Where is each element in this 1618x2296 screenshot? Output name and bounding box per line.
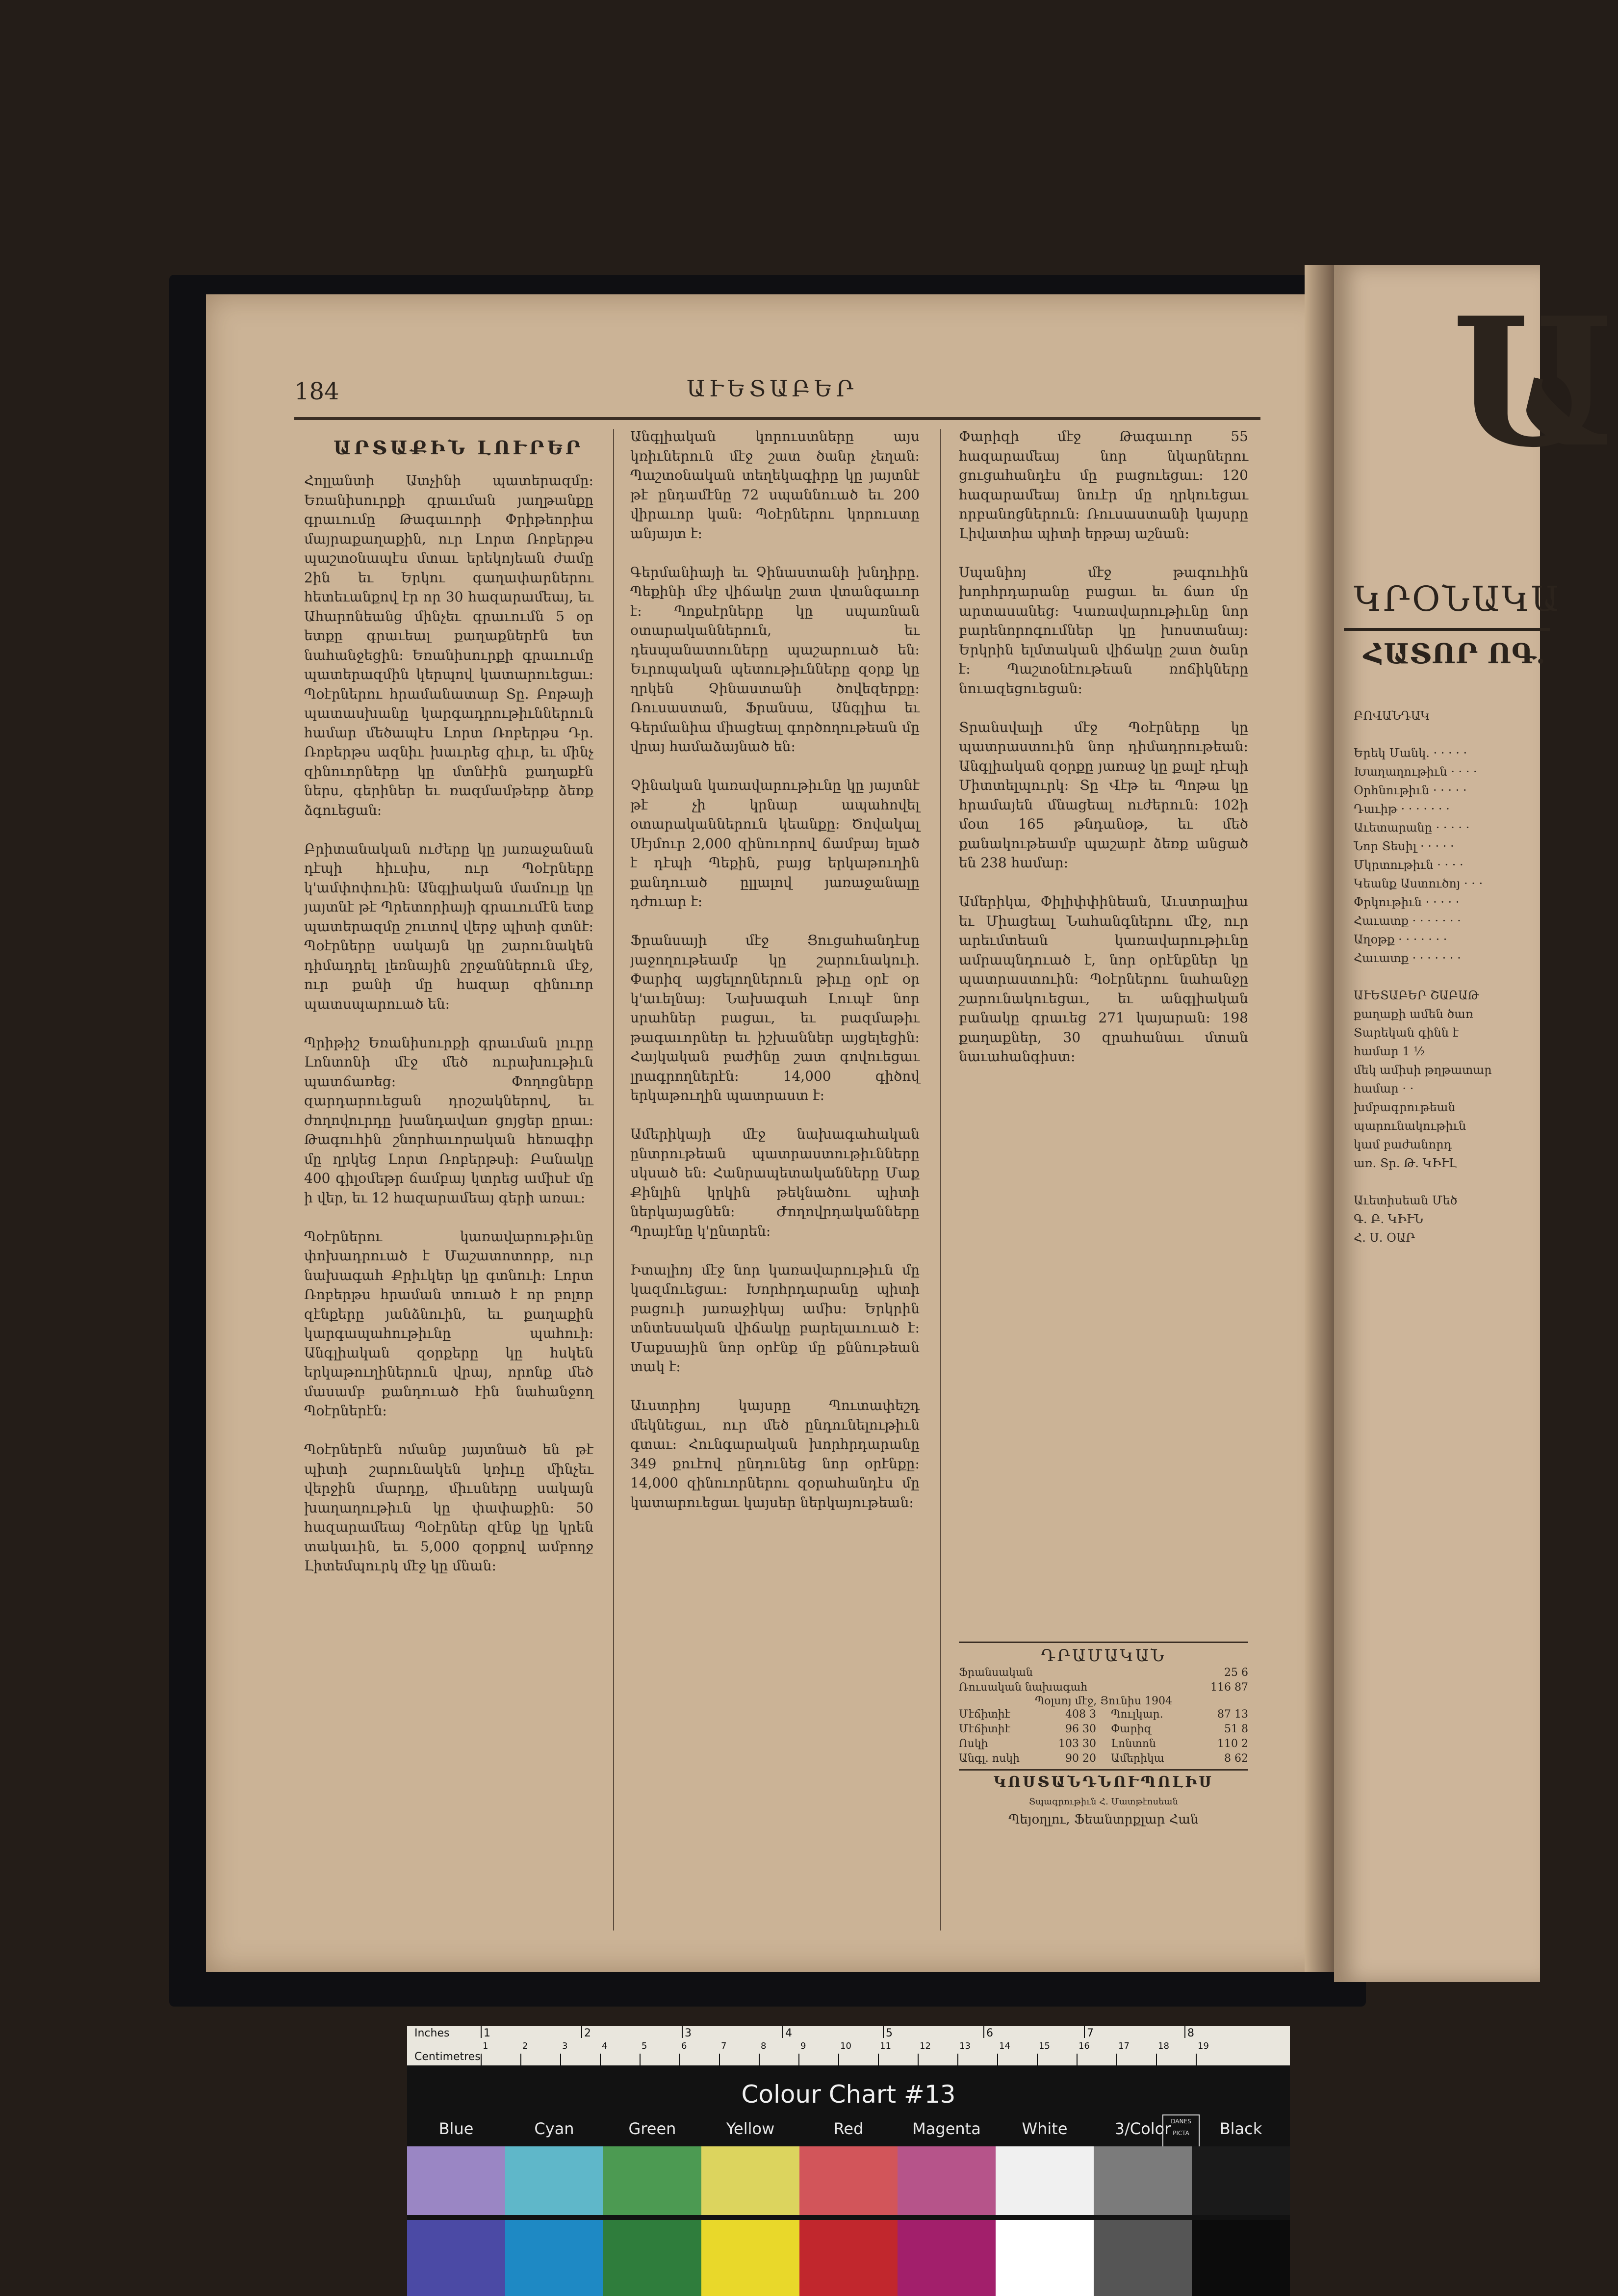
cm-label: 3	[562, 2041, 568, 2051]
publisher-address: Պեյօղլու, Ֆեանտրքլար Հան	[1008, 1812, 1199, 1827]
cm-label: 15	[1039, 2041, 1050, 2051]
rate-row: Մէճիտիէ 96 30	[959, 1723, 1096, 1735]
cm-label: 4	[602, 2041, 608, 2051]
colour-swatch	[799, 2220, 898, 2296]
page-number: 184	[294, 378, 339, 405]
swatch-row-light	[407, 2146, 1290, 2215]
cm-tick	[838, 2054, 839, 2065]
cm-label: 8	[761, 2041, 767, 2051]
rate-row: Անգլ. ոսկի 90 20	[959, 1752, 1096, 1765]
inch-tick	[481, 2026, 482, 2038]
colour-chart-title: Colour Chart #13	[741, 2080, 956, 2109]
inch-tick	[983, 2026, 984, 2038]
cm-tick	[1077, 2054, 1078, 2065]
inch-label: 8	[1187, 2027, 1194, 2039]
column-1-text: Հոլլանտի Ատչինի պատերազմը: Եռանիսուրքի գրաւման յաղթանքը գրաւումը Թագաւորի Փրիթեորիա մայրաքաղաքին, ուր Լորտ Ռոբերթս պաշտօնապէս մտաւ երեկոյեան ժամը 2ին եւ Երկու գաղափարներու հետեւանքով էր որ 30 հազարամեայ, եւ Ահարոնեանց մինչեւ գրաւումն 5 օր ետքը գրաւեալ քաղաքներէն ետ նահանջեցին: Եռանիսուրքի գրաւումը պատերազմին կերպով կատարուեցաւ: Պօէրներու հրամանատար Տը. Բոթայի պատասխանը կարգադրութիւններուն համար մեծապէս Լորտ Ռոբերթս Դր. Ռոբերթս ազնիւ խաւրեց զիւր, եւ մինչ զինուորները կը մտնէին քաղաքէն ներս, գերիներ եւ ռազմամթերք ձեռք ձգուեցան: Բրիտանական ուժերը կը յառաջանան դէպի հիւսիս, ուր Պօէրները կ'ամփոփուին: Անգլիական մամուլը կը յայտնէ թէ Պրետորիայի գրաւումէն ետք պատերազմը շուտով վերջ պիտի գտնէ: Պօէրները սակայն կը շարունակեն դիմադրել լեռնային շրջաններուն մէջ, ուր քանի մը հազար զինուոր պատսպարուած են: Պրիթիշ Եռանիսուրքի գրաւման լուրը Լոնտոնի մէջ մեծ ուրախութիւն պատճառեց: Փողոցները զարդարուեցան դրօշակներով, եւ ժողովուրդը խանդավառ ցոյցեր ըրաւ: Թագուհին շնորհաւորական հեռագիր մը ղրկեց Լորտ Ռոբերթսի: Բանակը 400 գիլօմեթր ճամբայ կտրեց ամիսէ մը ի վեր, եւ 12 հազարամեայ գերի առաւ: Պօէրներու կառավարութիւնը փոխադրուած է Մաշատոտորբ, ուր նախագահ Քրիւկեր կը գտնուի: Լորտ Ռոբերթս հրաման տուած է որ բոլոր զէնքերը յանձնուին, եւ քաղաքին կարգապահութիւնը պահուի: Անգլիական զօրքերը կը հսկեն երկաթուղիներուն վրայ, որոնք մեծ մասամբ քանդուած էին նահանջող Պօէրներէն: Պօէրներէն ոմանք յայտնած են թէ պիտի շարունակեն կռիւը մինչեւ վերջին մարդը, միւսները սակայն խաղաղութիւն կը փափաքին: 50 հազարամեայ Պօէրներ զէնք կը կրեն տակաւին, եւ 5,000 զօրքով ամբողջ Լիտեմպուրկ մէջ կը մնան:	[304, 472, 593, 1574]
label-3color: 3/Color	[1114, 2119, 1171, 2138]
cm-tick	[918, 2054, 919, 2065]
colour-labels	[407, 2119, 1290, 2138]
cm-tick	[997, 2054, 998, 2065]
label-green: Green	[628, 2119, 676, 2138]
cm-label: 7	[721, 2041, 727, 2051]
inch-label: 4	[785, 2027, 792, 2039]
inch-tick	[883, 2026, 884, 2038]
rate-subline: Պօլսոյ մէջ, Յունիս 1904	[1034, 1695, 1173, 1707]
cm-tick	[481, 2054, 482, 2065]
cm-label: 12	[920, 2041, 931, 2051]
column-divider	[940, 429, 941, 1931]
rate-row: Ոսկի 103 30	[959, 1738, 1096, 1750]
right-page	[1334, 265, 1618, 1982]
colour-swatch	[407, 2220, 505, 2296]
swatch-row-dark	[407, 2220, 1290, 2296]
cm-tick	[957, 2054, 958, 2065]
inch-tick	[682, 2026, 683, 2038]
publisher-title: ԿՈՍՏԱՆԴՆՈՒՊՈԼԻՍ	[993, 1774, 1214, 1791]
cm-label: 14	[999, 2041, 1010, 2051]
cm-label: 13	[959, 2041, 971, 2051]
colour-swatch	[996, 2146, 1094, 2215]
label-white: White	[1022, 2119, 1068, 2138]
ruler	[407, 2026, 1290, 2065]
rate-row: Ֆրանսական 25 6	[959, 1667, 1248, 1679]
colour-chart	[407, 2026, 1290, 2296]
column-divider	[613, 429, 614, 1931]
cm-label: 6	[681, 2041, 687, 2051]
label-black: Black	[1219, 2119, 1262, 2138]
section-title: ԱՐՏԱՔԻՆ ԼՈՒՐԵՐ	[334, 437, 584, 459]
colour-swatch	[898, 2146, 996, 2215]
cm-tick	[878, 2054, 879, 2065]
cm-label: 17	[1118, 2041, 1130, 2051]
cm-tick	[759, 2054, 760, 2065]
rate-row: Մէճիտիէ 408 3	[959, 1708, 1096, 1721]
colour-swatch	[407, 2146, 505, 2215]
right-page-subtitle: ՀԱՏՈՐ ՈԳ.	[1363, 638, 1546, 670]
label-cyan: Cyan	[534, 2119, 574, 2138]
cm-tick	[560, 2054, 561, 2065]
cm-label: 19	[1198, 2041, 1209, 2051]
inch-tick	[1084, 2026, 1085, 2038]
colour-swatch	[1094, 2220, 1192, 2296]
inch-label: 1	[484, 2027, 490, 2039]
cm-label: 2	[522, 2041, 528, 2051]
colour-swatch	[603, 2146, 701, 2215]
colour-swatch	[1094, 2146, 1192, 2215]
ruler-inches-label: Inches	[414, 2027, 450, 2039]
danes-picta-logo: DANES PICTA	[1162, 2114, 1200, 2164]
colour-swatch	[996, 2220, 1094, 2296]
label-yellow: Yellow	[726, 2119, 775, 2138]
rate-row: Լոնտոն 110 2	[1111, 1738, 1248, 1750]
inch-tick	[581, 2026, 582, 2038]
ruler-cm-label: Centimetres	[414, 2051, 481, 2063]
ornamental-initial: Ա	[1452, 279, 1618, 486]
inch-label: 3	[685, 2027, 692, 2039]
colour-swatch	[505, 2220, 603, 2296]
inch-tick	[782, 2026, 783, 2038]
column-2: Անգլիական կորուստները այս կռիւներուն մէջ շատ ծանր չեղան: Պաշտօնական տեղեկագիրը կը յայտնէ թէ ընդամէնը 72 սպաննուած եւ 200 վիրաւոր կան: Պօէրներու կորուստը անյայտ է: Գերմանիայի եւ Չինաստանի խնդիրը. Պեքինի մէջ վիճակը շատ վտանգաւոր է: Պոքսէրները կը սպառնան օտարականներուն, եւ դեսպանատուները պաշարուած են: Եւրոպական պետութիւնները զօրք կը ղրկեն Չինաստանի ծովեզերքը: Ռուսաստան, Ֆրանսա, Անգլիա եւ Գերմանիա միացեալ գործողութեան մը վրայ համաձայնած են: Չինական կառավարութիւնը կը յայտնէ թէ չի կրնար ապահովել օտարականներուն կեանքը: Ծովակալ Սէյմուր 2,000 զինուորով ճամբայ ելած է դէպի Պեքին, բայց երկաթուղին քանդուած ըլլալով յառաջանալը դժուար է: Ֆրանսայի մէջ Ցուցահանդէսը յաջողութեամբ կը շարունակուի. Փարիզ այցելողներուն թիւը օրէ օր կ'աւելնայ: Նախագահ Լուպէ նոր սրահներ բացաւ, եւ բազմաթիւ թագաւորներ եւ իշխաններ այցելեցին: Հայկական բաժինը շատ գովուեցաւ լրագրողներէն: 14,000 գիծով երկաթուղին պատրաստ է: Ամերիկայի մէջ նախագահական ընտրութեան պատրաստութիւնները սկսած են: Հանրապետականները Մաք Քինլին կրկին թեկնածու պիտի ներկայացնեն: Ժողովրդականները Պրայէնը կ'ընտրեն: Իտալիոյ մէջ նոր կառավարութիւն մը կազմուեցաւ: Խորհրդարանը պիտի բացուի յառաջիկայ ամիս: Երկրին տնտեսական վիճակը բարելաւուած է: Մաքսային նոր օրէնք մը քննութեան տակ է: Աւստրիոյ կայսրը Պուտափեշդ մեկնեցաւ, ուր մեծ ընդունելութիւն գտաւ: Հունգարական խորհրդարանը 349 քուէով ընդունեց նոր օրէնքը: 14,000 զինուորներու զօրահանդէս մը կատարուեցաւ կայսեր ներկայութեան:	[630, 428, 920, 1511]
colour-swatch	[898, 2220, 996, 2296]
publisher-sub: Տպագրութիւն Հ. Մատթէոսեան	[1028, 1797, 1179, 1807]
colour-swatch	[505, 2146, 603, 2215]
cm-tick	[1196, 2054, 1197, 2065]
inch-tick	[1184, 2026, 1185, 2038]
rate-row: Ամերիկա 8 62	[1111, 1752, 1248, 1765]
exchange-title: ԴՐԱՄԱԿԱՆ	[1041, 1646, 1166, 1666]
inch-label: 5	[886, 2027, 893, 2039]
header-rule	[294, 417, 1260, 420]
cm-label: 9	[800, 2041, 806, 2051]
cm-tick	[1156, 2054, 1157, 2065]
colour-swatch	[1192, 2220, 1290, 2296]
cm-tick	[1037, 2054, 1038, 2065]
cm-tick	[520, 2054, 521, 2065]
cm-label: 11	[880, 2041, 891, 2051]
cm-tick	[1116, 2054, 1117, 2065]
label-blue: Blue	[438, 2119, 474, 2138]
cm-tick	[679, 2054, 680, 2065]
colour-swatch	[603, 2220, 701, 2296]
cm-tick	[798, 2054, 799, 2065]
colour-swatch	[701, 2146, 799, 2215]
left-page	[206, 294, 1329, 1972]
right-page-contents: ԲՈՎԱՆԴԱԿ Երեկ Մանկ. · · · · · Խաղաղութիւն · · · · Օրհնութիւն · · · · · Դաւիթ · · · · · · · Աւետարանը · · · · · Նոր Տեսիլ · · · · · Մկրտութիւն · · · · Կեանք Աստուծոյ · · · Փրկութիւն · · · · · Հաւատք · · · · · · · Աղօթք · · · · · · · Հաւատք · · · · · · · ԱՒԵՏԱԲԵՐ ՇԱԲԱԹ քաղաքի ամեն ծառ Տարեկան գինն է համար 1 ½ մեկ ամիսի թղթատար համար · · խմբագրութեան պարունակութիւն կամ բաժանորդ առ. Տր. Թ. ԿԻՒԼ Աւետիսեան Մեծ Գ. Բ. ԿԻՒՆ Հ. Ս. ՕԱՐ	[1354, 709, 1492, 1245]
cm-label: 16	[1079, 2041, 1090, 2051]
cm-tick	[640, 2054, 641, 2065]
rule	[959, 1769, 1248, 1771]
cm-tick	[719, 2054, 720, 2065]
label-red: Red	[833, 2119, 864, 2138]
colour-swatch	[701, 2220, 799, 2296]
rate-row: Ռուսական նախագահ 116 87	[959, 1681, 1248, 1694]
column-1	[304, 427, 593, 1938]
rate-row: Փարիզ 51 8	[1111, 1723, 1248, 1735]
colour-swatch	[1192, 2146, 1290, 2215]
cm-label: 5	[642, 2041, 647, 2051]
rule	[959, 1642, 1248, 1643]
publisher-block	[959, 1774, 1248, 1828]
inch-label: 2	[584, 2027, 591, 2039]
rate-row: Պուլկար. 87 13	[1111, 1708, 1248, 1721]
cm-label: 18	[1158, 2041, 1169, 2051]
inch-label: 6	[986, 2027, 993, 2039]
exchange-rates-box	[959, 1639, 1248, 1828]
running-head: ԱՒԵՏԱԲԵՐ	[687, 375, 858, 402]
title-rule	[1344, 628, 1550, 631]
right-page-title: ԿՐՕՆԱԿԱ	[1354, 579, 1561, 619]
cm-tick	[600, 2054, 601, 2065]
inch-label: 7	[1087, 2027, 1094, 2039]
colour-swatch	[799, 2146, 898, 2215]
cm-label: 1	[483, 2041, 488, 2051]
cm-label: 10	[840, 2041, 851, 2051]
label-magenta: Magenta	[912, 2119, 981, 2138]
column-3: Փարիզի մէջ Թագաւոր 55 հազարամեայ նոր նկարներու ցուցահանդէս մը բացուեցաւ: 120 հազարամեայ նուէր մը ղրկուեցաւ որբանոցներուն: Ռուսաստանի կայսրը Լիվատիա պիտի երթայ աշնան: Սպանիոյ մէջ թագուհին խորհրդարանը բացաւ եւ ճառ մը արտասանեց: Կառավարութիւնը նոր բարենորոգումներ կը խոստանայ: Երկրին ելմտական վիճակը շատ ծանր է: Պաշտօնէութեան ռոճիկները նուազեցուեցան: Տրանսվալի մէջ Պօէրները կը պատրաստուին նոր դիմադրութեան: Անգլիական զօրքը յառաջ կը քալէ դէպի Միտտելպուրկ: Տը Վէթ եւ Պոթա կը հրամայեն մնացեալ ուժերուն: 102ի մօտ 165 թնդանօթ, եւ մեծ քանակութեամբ պաշարէ ձեռք անցած են 238 համար: Ամերիկա, Փիլիփփինեան, Աւստրալիա եւ Միացեալ Նահանգներու մէջ, ուր արեւմտեան կառավարութիւնը ամրապնդուած է, նոր օրէնքներ կը պատրաստուին: Պօէրներու նահանջը շարունակուեցաւ, եւ անգլիական բանակը գրաւեց 271 կայարան: 198 քաղաքներ, 30 զրահանաւ մտան նաւահանգիստ:	[959, 428, 1248, 1065]
